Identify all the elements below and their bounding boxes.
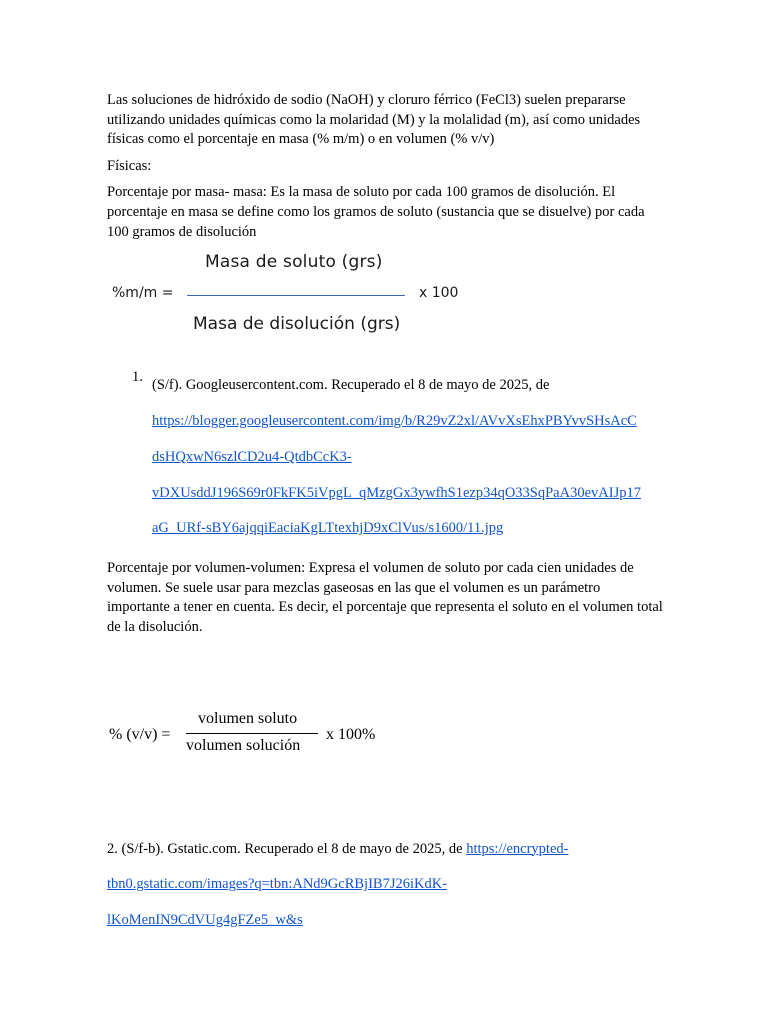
reference-2-text: 2. (S/f-b). Gstatic.com. Recuperado el 8 de mayo de 2025, de — [107, 840, 467, 857]
reference-1-link-line: vDXUsddJ196S69r0FkFK5iVpgL_qMzgGx3ywfhS1ezp34qO33SqPaA30evAIJp17 — [152, 484, 641, 501]
reference-2-link-line: tbn0.gstatic.com/images?q=tbn:ANd9GcRBjIB7J26iKdK- — [107, 876, 448, 893]
volume-volume-paragraph: Porcentaje por volumen-volumen: Expresa el volumen de soluto por cada cien unidades de volumen. Se suele usar para mezclas gaseosas en las que el volumen es un parámetro importante a tener en cuenta. Es decir, el porcentaje que representa el soluto en el volumen total de la disolución. — [107, 560, 663, 635]
formula-mass-multiplier: x 100 — [419, 285, 459, 302]
mass-percent-formula-image — [107, 248, 663, 364]
reference-2-link-line: lKoMenIN9CdVUg4gFZe5_w&s — [107, 912, 303, 929]
volume-percent-formula-image — [107, 710, 663, 770]
reference-1-citation — [152, 368, 663, 547]
section-heading-fisicas: Físicas: — [107, 157, 152, 174]
formula-volume-numerator: volumen soluto — [198, 709, 298, 727]
formula-volume-denominator: volumen solución — [186, 736, 301, 754]
reference-1-link-line: dsHQxwN6szlCD2u4-QtdbCcK3- — [152, 448, 352, 465]
reference-1-link-line: https://blogger.googleusercontent.com/img/b/R29vZ2xl/AVvXsEhxPBYvvSHsAcC — [152, 412, 637, 429]
formula-volume-multiplier: x 100% — [326, 725, 376, 743]
reference-1 — [107, 368, 663, 547]
formula-mass-lhs: %m/m = — [112, 285, 174, 302]
reference-2-link-line: https://encrypted- — [466, 840, 569, 857]
formula-volume-fraction-bar — [186, 733, 318, 734]
reference-2 — [107, 832, 663, 939]
intro-paragraph: Las soluciones de hidróxido de sodio (NaOH) y cloruro férrico (FeCl3) suelen prepararse utilizando unidades químicas como la molaridad (M) y la molalidad (m), así como unidades físicas como el porcentaje en masa (% m/m) o en volumen (% v/v) — [107, 92, 641, 148]
formula-volume-lhs: % (v/v) = — [109, 725, 171, 743]
mass-mass-paragraph: Porcentaje por masa- masa: Es la masa de soluto por cada 100 gramos de disolución. El porcentaje en masa se define como los gramos de soluto (sustancia que se disuelve) por cada 100 gramos de disolución — [107, 184, 645, 240]
document-page — [107, 91, 663, 939]
formula-mass-numerator: Masa de soluto (grs) — [205, 252, 383, 273]
reference-1-link[interactable] — [152, 413, 641, 536]
formula-mass-fraction-bar — [187, 295, 405, 296]
reference-1-link-line: aG_URf-sBY6ajqqiEaciaKgLTtexhjD9xClVus/s1600/11.jpg — [152, 520, 504, 537]
reference-2-citation — [107, 832, 663, 939]
reference-1-text: (S/f). Googleusercontent.com. Recuperado el 8 de mayo de 2025, de — [152, 377, 550, 394]
reference-1-number: 1. — [132, 369, 143, 386]
formula-mass-denominator: Masa de disolución (grs) — [193, 314, 401, 335]
